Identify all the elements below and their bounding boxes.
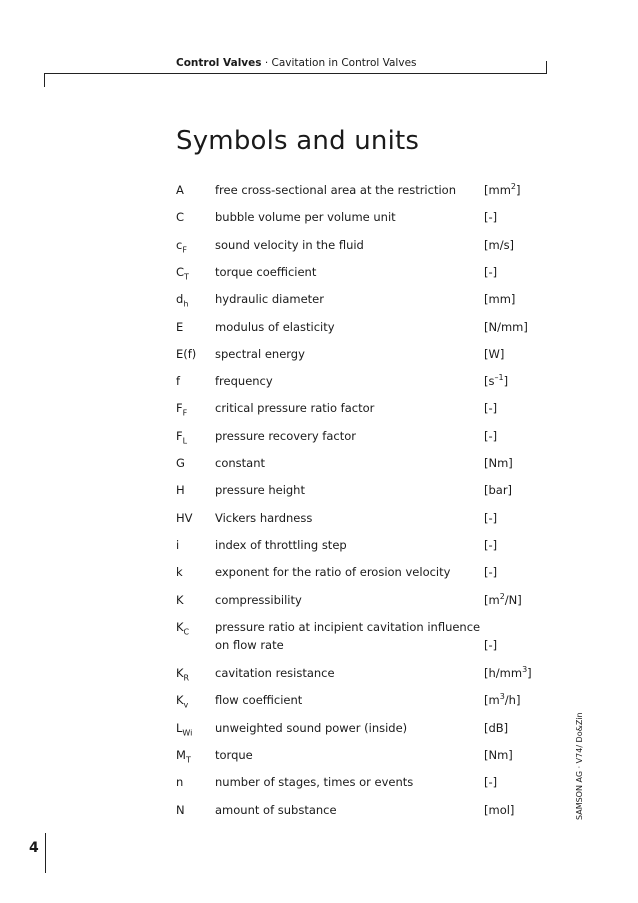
symbol-unit [484, 802, 514, 818]
symbol [176, 774, 183, 790]
symbol-subscript: Wi [182, 727, 193, 737]
unit-main: [-] [484, 210, 498, 225]
symbol-description: pressure ratio at incipient cavitation influence [215, 619, 481, 634]
symbol-unit [484, 237, 514, 253]
unit-main: [bar] [484, 483, 513, 498]
symbol-description: Vickers hardness [215, 510, 313, 525]
symbol [176, 182, 184, 198]
symbol-description: modulus of elasticity [215, 319, 335, 334]
symbol-description: constant [215, 456, 265, 470]
symbol-unit [484, 692, 520, 708]
symbol [176, 720, 192, 736]
symbol-unit [484, 564, 497, 580]
unit-main: [m [484, 592, 500, 607]
symbol-unit [484, 482, 512, 498]
symbol-main: d [176, 292, 184, 307]
symbol-description: number of stages, times or events [215, 775, 414, 790]
symbol-unit [484, 400, 497, 416]
unit-main: [Nm] [484, 748, 513, 762]
symbol-description: free cross-sectional area at the restriction [215, 183, 456, 197]
symbol [176, 510, 193, 526]
symbol-subscript: C [183, 627, 190, 637]
symbol [176, 455, 185, 471]
symbol [176, 482, 185, 498]
symbol [176, 264, 189, 280]
symbol-description-continued: on flow rate [215, 638, 284, 653]
symbol-main: K [176, 592, 184, 607]
unit-tail: /h] [504, 693, 521, 708]
unit-main: [Nm] [484, 456, 513, 470]
symbol-main: G [176, 456, 185, 470]
symbol-main: M [176, 748, 186, 762]
symbol [176, 665, 189, 681]
unit-main: [mm [484, 183, 511, 197]
symbol [176, 537, 179, 553]
symbol [176, 692, 188, 708]
symbol-main: E(f) [176, 346, 197, 361]
symbol-main: A [176, 183, 184, 197]
unit-main: [dB] [484, 720, 509, 735]
page-number-rule [45, 833, 46, 873]
unit-superscript: 2 [510, 182, 516, 192]
symbol-main: i [176, 537, 180, 552]
side-note: SAMSON AG · V74/ Do&Zin [575, 712, 584, 820]
symbol-main: F [176, 401, 183, 416]
symbol [176, 400, 187, 416]
unit-main: [s [484, 374, 495, 389]
unit-tail: ] [503, 374, 509, 389]
symbol-unit [484, 319, 528, 335]
symbol-main: K [176, 619, 184, 634]
header-topic: Cavitation in Control Valves [271, 57, 417, 69]
symbol-description: bubble volume per volume unit [215, 210, 396, 225]
symbol-description: pressure height [215, 483, 305, 498]
symbol-subscript: T [185, 755, 191, 765]
symbol-description: unweighted sound power (inside) [215, 720, 408, 735]
unit-main: [m [484, 693, 500, 708]
symbol-main: k [176, 565, 183, 580]
symbol [176, 747, 191, 763]
symbol-subscript: v [183, 700, 189, 710]
symbol-unit [484, 537, 497, 553]
unit-main: [mol] [484, 802, 515, 817]
unit-superscript: 3 [522, 665, 528, 675]
running-header [176, 57, 417, 69]
header-tick-right [546, 61, 547, 74]
header-separator: · [261, 57, 272, 69]
symbol [176, 319, 183, 335]
symbol-unit [484, 510, 497, 526]
symbol-description: torque coefficient [215, 264, 317, 279]
unit-main: [-] [484, 565, 498, 580]
unit-tail: ] [527, 666, 532, 681]
unit-superscript: 2 [499, 591, 505, 601]
unit-main: [mm] [484, 292, 516, 307]
symbol-main: H [176, 483, 185, 498]
symbol [176, 428, 187, 444]
symbol-subscript: F [182, 408, 188, 418]
symbol-description: critical pressure ratio factor [215, 401, 375, 416]
symbol-unit [484, 720, 508, 736]
symbol-unit [484, 592, 522, 608]
symbol-unit [484, 428, 497, 444]
unit-superscript: 3 [499, 692, 505, 702]
unit-main: [-] [484, 264, 498, 279]
symbol-description: sound velocity in the fluid [215, 237, 364, 252]
symbol-main: HV [176, 510, 193, 525]
unit-main: [-] [484, 775, 498, 790]
symbol [176, 802, 185, 818]
unit-tail: ] [516, 183, 521, 197]
symbol-main: F [176, 428, 183, 443]
symbol-description: pressure recovery factor [215, 428, 356, 443]
header-section: Control Valves [176, 57, 262, 69]
symbol-main: C [176, 210, 185, 225]
symbol-unit [484, 182, 521, 198]
unit-main: [-] [484, 537, 498, 552]
unit-main: [-] [484, 510, 498, 525]
symbol-main: E [176, 319, 184, 334]
symbol-subscript: F [182, 244, 187, 254]
symbol-unit [484, 774, 497, 790]
symbol-main: n [176, 775, 184, 790]
symbol-unit [484, 747, 513, 763]
unit-superscript: –1 [494, 373, 504, 383]
symbol [176, 619, 189, 635]
symbol-unit [484, 264, 497, 280]
symbol [176, 373, 180, 389]
symbol-description: amount of substance [215, 802, 337, 817]
symbol [176, 237, 187, 253]
symbol-description: spectral energy [215, 346, 305, 361]
unit-tail: /N] [504, 592, 522, 607]
unit-main: [-] [484, 428, 498, 443]
symbol [176, 592, 184, 608]
symbol-unit [484, 346, 504, 362]
symbol-main: c [176, 237, 183, 252]
symbol-unit [484, 373, 508, 389]
symbol [176, 346, 196, 362]
symbol-description: index of throttling step [215, 537, 347, 552]
page-title: Symbols and units [176, 126, 420, 156]
symbol-main: K [176, 693, 184, 708]
unit-main: [-] [484, 638, 498, 653]
symbol-main: K [176, 666, 184, 681]
symbol-unit [484, 455, 513, 471]
symbol-unit [484, 665, 532, 681]
symbol-subscript: L [182, 435, 188, 445]
symbol [176, 209, 184, 225]
symbol [176, 564, 183, 580]
header-tick-left [44, 73, 45, 87]
symbol-main: L [176, 720, 183, 735]
unit-main: [h/mm [484, 666, 523, 681]
unit-main: [W] [484, 346, 505, 361]
symbol-unit [484, 209, 497, 225]
symbol-description: exponent for the ratio of erosion velocity [215, 565, 451, 580]
symbol-main: f [176, 374, 181, 389]
symbol-subscript: T [184, 272, 189, 282]
symbol-description: cavitation resistance [215, 666, 335, 681]
symbol-unit [484, 291, 515, 307]
symbol [176, 291, 188, 307]
symbol-description: frequency [215, 374, 273, 389]
unit-main: [m/s] [484, 237, 515, 252]
page-number: 4 [29, 840, 39, 856]
header-rule [44, 73, 547, 74]
unit-main: [-] [484, 401, 498, 416]
unit-main: [N/mm] [484, 319, 528, 334]
symbol-description: compressibility [215, 592, 302, 607]
symbol-description: torque [215, 748, 253, 762]
symbol-description: hydraulic diameter [215, 292, 324, 307]
symbol-subscript: h [183, 299, 189, 309]
symbol-main: N [176, 802, 185, 817]
symbol-unit [484, 637, 497, 653]
symbol-subscript: R [183, 673, 190, 683]
symbol-description: flow coefficient [215, 693, 303, 708]
symbol-main: C [176, 264, 185, 279]
